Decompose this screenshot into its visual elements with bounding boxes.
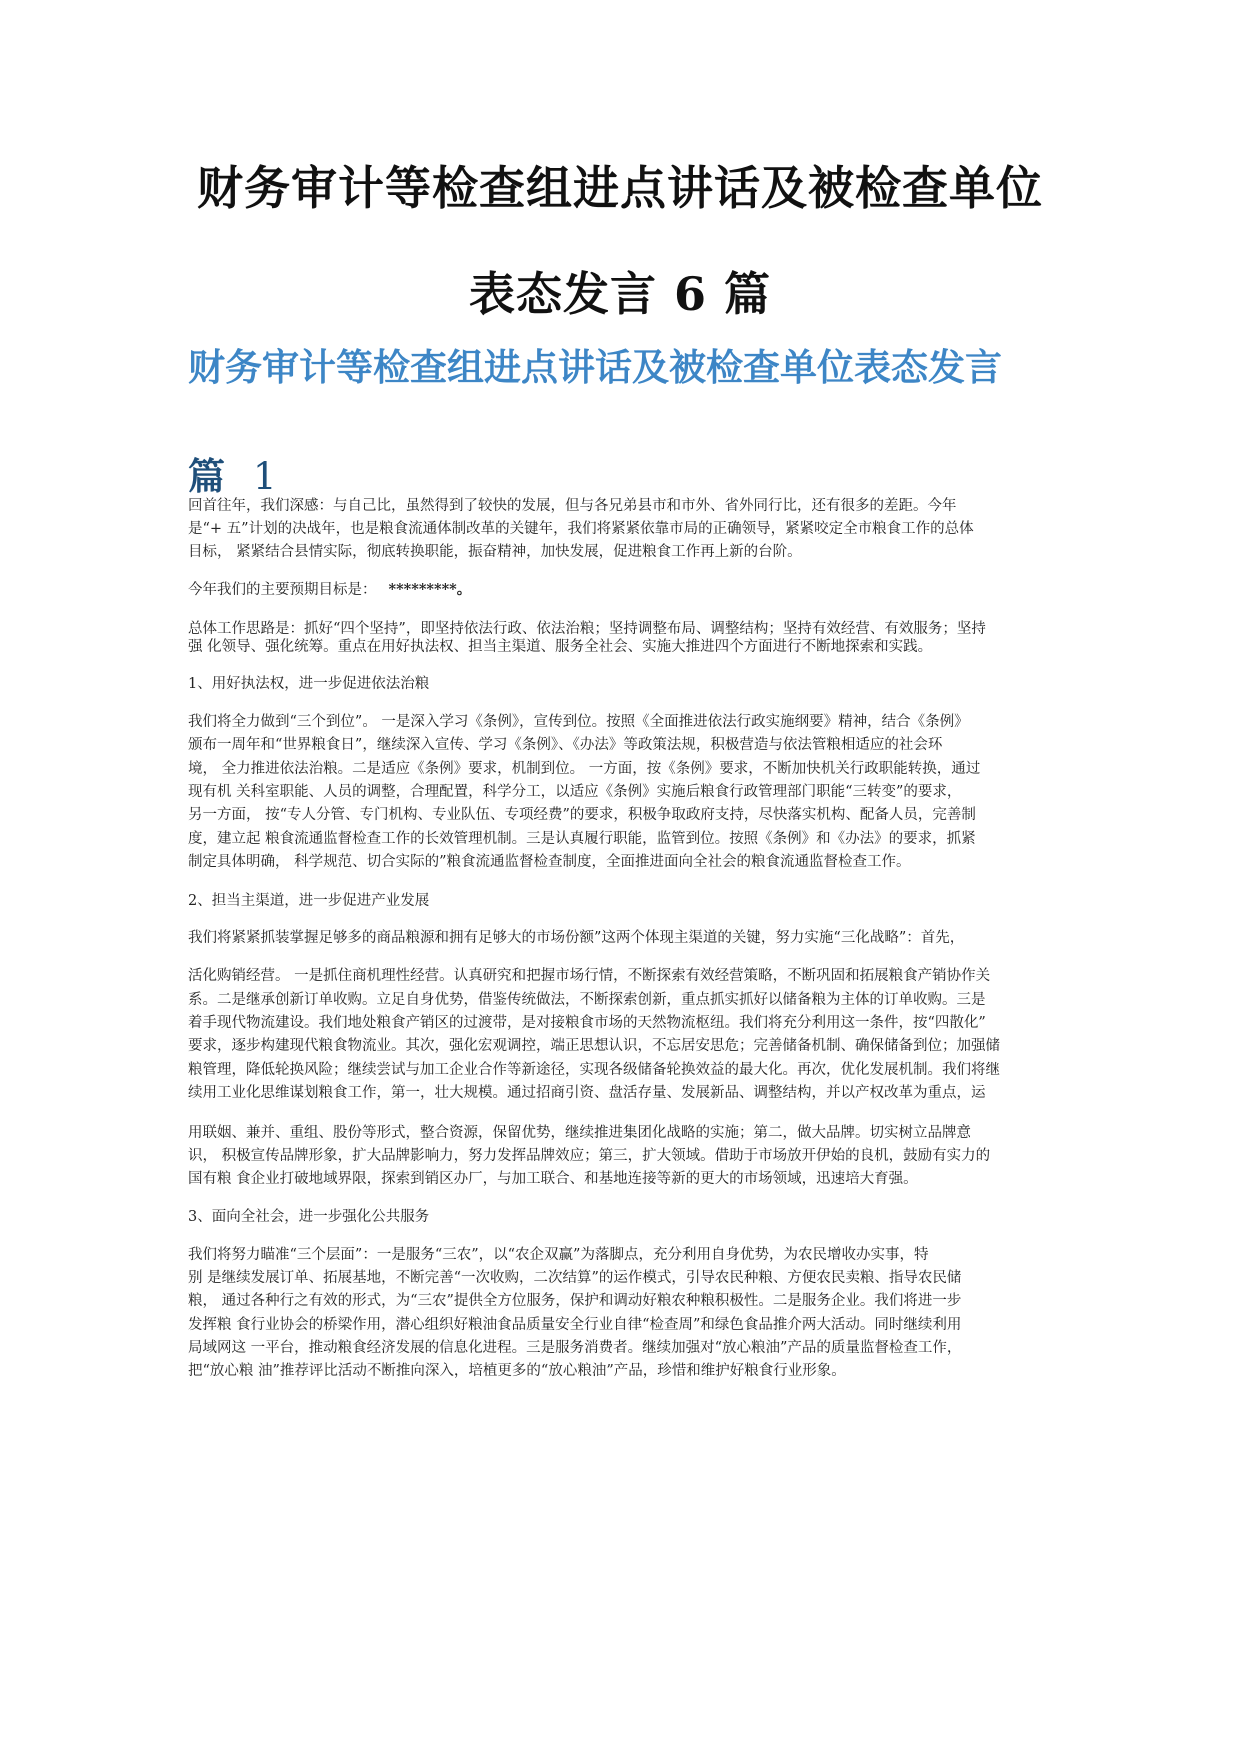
body-line: 把“放心粮 油”推荐评比活动不断推向深入，培植更多的“放心粮油”产品，珍惜和维护好粮食行业形象。 bbox=[188, 1363, 846, 1379]
body-line: 制定具体明确， 科学规范、切合实际的”粮食流通监督检查制度，全面推进面向全社会的粮食流通监督检查工作。 bbox=[188, 854, 911, 870]
subsection-heading: 1、用好执法权，进一步促进依法治粮 bbox=[188, 676, 430, 692]
body-line: 度，建立起 粮食流通监督检查工作的长效管理机制。三是认真履行职能，监管到位。按照《条例》和《办法》的要求，抓紧 bbox=[188, 831, 976, 847]
body-line: 系。二是继承创新订单收购。立足自身优势，借鉴传统做法，不断探索创新，重点抓实抓好以储备粮为主体的订单收购。三是 bbox=[188, 992, 986, 1008]
body-line: 颁布一周年和“世界粮食日”，继续深入宣传、学习《条例》、《办法》等政策法规，积极营造与依法管粮相适应的社会环 bbox=[188, 737, 943, 753]
document-title-line2: 表态发言 6 篇 bbox=[468, 267, 772, 321]
body-line: 别 是继续发展订单、拓展基地，不断完善“一次收购，二次结算”的运作模式，引导农民种粮、方便农民卖粮、指导农民储 bbox=[188, 1270, 962, 1286]
chapter-label: 篇 bbox=[188, 454, 225, 498]
body-line: 着手现代物流建设。我们地处粮食产销区的过渡带，是对接粮食市场的天然物流枢纽。我们将充分利用这一条件，按“四散化” bbox=[188, 1015, 986, 1031]
target-label: 今年我们的主要预期目标是： bbox=[188, 582, 377, 598]
subsection-heading: 3、面向全社会，进一步强化公共服务 bbox=[188, 1209, 430, 1225]
body-line: 我们将全力做到“三个到位”。 一是深入学习《条例》，宣传到位。按照《全面推进依法行政实施纲要》精神，结合《条例》 bbox=[188, 714, 969, 730]
chapter-number: 1 bbox=[253, 455, 277, 498]
target-line bbox=[188, 581, 471, 599]
body-line: 续用工业化思维谋划粮食工作，第一，壮大规模。通过招商引资、盘活存量、发展新品、调整结构，并以产权改革为重点，运 bbox=[188, 1085, 986, 1101]
body-line: 我们将紧紧抓装掌握足够多的商品粮源和拥有足够大的市场份额”这两个体现主渠道的关键，努力实施“三化战略”：首先， bbox=[188, 930, 965, 946]
body-line: 活化购销经营。 一是抓住商机理性经营。认真研究和把握市场行情，不断探索有效经营策略，不断巩固和拓展粮食产销协作关 bbox=[188, 968, 991, 984]
masked-target: *********。 bbox=[388, 581, 472, 598]
body-line: 境， 全力推进依法治粮。二是适应《条例》要求，机制到位。 一方面，按《条例》要求，不断加快机关行政职能转换，通过 bbox=[188, 761, 981, 777]
body-line: 是“+ 五”计划的决战年，也是粮食流通体制改革的关键年，我们将紧紧依靠市局的正确领导，紧紧咬定全市粮食工作的总体 bbox=[188, 521, 974, 537]
body-line: 粮， 通过各种行之有效的形式，为“三农”提供全方位服务，保护和调动好粮农种粮积极性。二是服务企业。我们将进一步 bbox=[188, 1293, 962, 1309]
body-line: 识， 积极宣传品牌形象，扩大品牌影响力，努力发挥品牌效应；第三，扩大领域。借助于市场放开伊始的良机，鼓励有实力的 bbox=[188, 1148, 991, 1164]
body-line: 现有机 关科室职能、人员的调整，合理配置，科学分工，以适应《条例》实施后粮食行政管理部门职能“三转变”的要求， bbox=[188, 784, 962, 800]
section-heading: 财务审计等检查组进点讲话及被检查单位表态发言 bbox=[188, 346, 1002, 389]
body-line: 国有粮 食企业打破地域界限，探索到销区办厂，与加工联合、和基地连接等新的更大的市场领域，迅速培大育强。 bbox=[188, 1171, 918, 1187]
subsection-heading: 2、担当主渠道，进一步促进产业发展 bbox=[188, 893, 430, 909]
chapter-heading bbox=[188, 446, 277, 500]
document-title-line1: 财务审计等检查组进点讲话及被检查单位 bbox=[197, 161, 1043, 215]
body-line: 总体工作思路是：抓好“四个坚持”，即坚持依法行政、依法治粮；坚持调整布局、调整结构；坚持有效经营、有效服务；坚持 bbox=[188, 621, 986, 637]
body-line: 目标， 紧紧结合县情实际，彻底转换职能，振奋精神，加快发展，促进粮食工作再上新的台阶。 bbox=[188, 544, 802, 560]
body-line: 另一方面， 按“专人分管、专门机构、专业队伍、专项经费”的要求，积极争取政府支持，尽快落实机构、配备人员，完善制 bbox=[188, 807, 976, 823]
body-line: 回首往年，我们深感：与自己比，虽然得到了较快的发展，但与各兄弟县市和市外、省外同行比，还有很多的差距。今年 bbox=[188, 498, 957, 514]
body-line: 粮管理，降低轮换风险；继续尝试与加工企业合作等新途径，实现各级储备轮换效益的最大化。再次，优化发展机制。我们将继 bbox=[188, 1062, 1000, 1078]
body-line: 我们将努力瞄准“三个层面”：一是服务“三农”，以“农企双赢”为落脚点，充分利用自身优势，为农民增收办实事，特 bbox=[188, 1247, 929, 1263]
body-line: 要求，逐步构建现代粮食物流业。其次，强化宏观调控，端正思想认识，不忘居安思危；完善储备机制、确保储备到位；加强储 bbox=[188, 1038, 1000, 1054]
body-line: 发挥粮 食行业协会的桥梁作用，潜心组织好粮油食品质量安全行业自律“检查周”和绿色食品推介两大活动。同时继续利用 bbox=[188, 1317, 962, 1333]
body-line: 局域网这 一平台，推动粮食经济发展的信息化进程。三是服务消费者。继续加强对“放心粮油”产品的质量监督检查工作， bbox=[188, 1340, 962, 1356]
body-line: 用联姻、兼并、重组、股份等形式，整合资源，保留优势，继续推进集团化战略的实施；第二，做大品牌。切实树立品牌意 bbox=[188, 1125, 971, 1141]
body-line: 强 化领导、强化统筹。重点在用好执法权、担当主渠道、服务全社会、实施大推进四个方面进行不断地探索和实践。 bbox=[188, 639, 933, 655]
